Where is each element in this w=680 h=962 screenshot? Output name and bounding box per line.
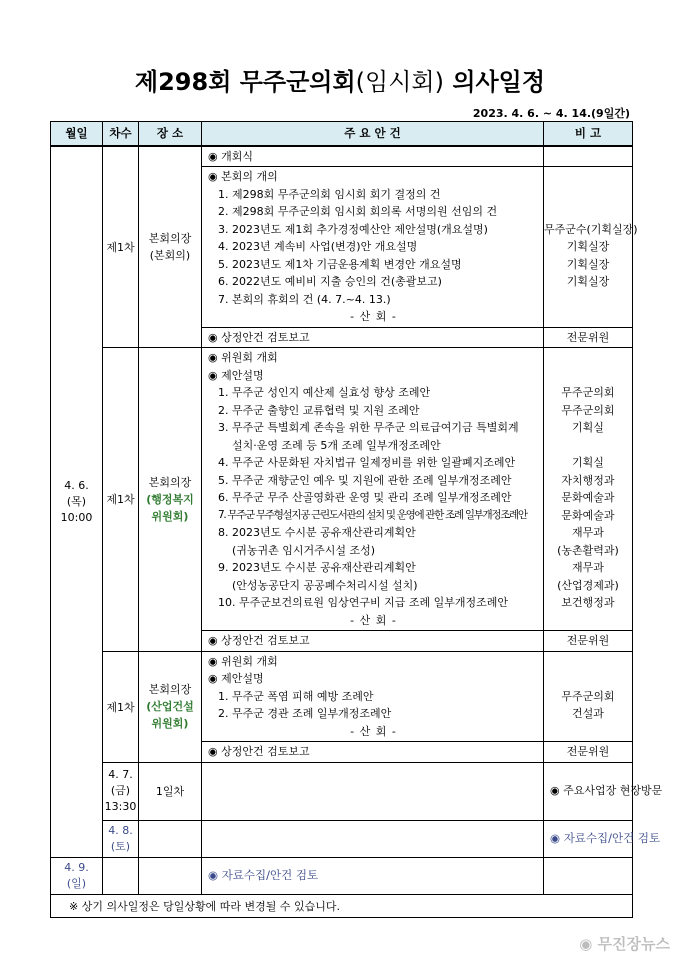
agenda-committee: ◉ 위원회 개회 ◉ 제안설명 1. 무주군 성인지 예산제 실효성 향상 조례안 2. 무주군 출향인 교류협력 및 지원 조례안 3. 무주군 특별회계 존속을 위한 무주군 의료급여기금 특별회계 설치·운영 조례 등 5개 조례 일부개정조례안 4. 무주군 사문화된 자치법규 일제정비를 위한 일괄폐지조례안 5. 무주군 재향군인 예우 및 지원에 관한 조례 일부개정조례안 6. 무주군 무주 산골영화관 운영 및 관리 조례 일부개정조례안 7. 무주군 무주형설지공 근린도서관의 설치 및 운영에 관한 조례 일부개정조례안 8. 2023년도 수시분 공유재산관리계획안 (귀농귀촌 임시거주시설 조성) 9. 2023년도 수시분 공유재산관리계획안 (안성농공단지 공공폐수처리시설 설치) 10. 무주군보건의료원 임상연구비 지급 조례 일부개정조례안 - 산 회 -	[202, 348, 544, 631]
agenda-item: 2. 제298회 무주군의회 임시회 회의록 서명의원 선임의 건	[218, 205, 498, 218]
date-cell: 4. 8. (토)	[103, 820, 139, 857]
adjourn-text: - 산 회 -	[350, 724, 397, 738]
note-cell	[544, 146, 633, 167]
col-place: 장 소	[139, 122, 202, 146]
round-cell: 제1차	[103, 651, 139, 762]
watermark-logo-icon: ◉	[579, 935, 593, 953]
place-cell	[202, 762, 544, 820]
round-cell	[103, 857, 139, 894]
agenda-item: 1. 무주군 성인지 예산제 실효성 향상 조례안	[218, 386, 431, 399]
agenda-item: 6. 2022년도 예비비 지출 승인의 건(총괄보고)	[218, 275, 442, 288]
adjourn-text: - 산 회 -	[350, 613, 397, 627]
agenda-item: 8. 2023년도 수시분 공유재산관리계획안	[218, 526, 416, 539]
page-title	[0, 62, 680, 97]
place-cell	[202, 820, 544, 857]
adjourn-text: - 산 회 -	[350, 310, 397, 323]
col-agenda: 주 요 안 건	[202, 122, 544, 146]
agenda-item: 9. 2023년도 수시분 공유재산관리계획안	[218, 561, 416, 574]
round-cell: 제1차	[103, 348, 139, 652]
agenda-item: 5. 무주군 재향군인 예우 및 지원에 관한 조례 일부개정조례안	[218, 473, 512, 487]
col-note: 비 고	[544, 122, 633, 146]
note-cell: 무주군수(기획실장) 기획실장 기획실장 기획실장	[544, 167, 633, 328]
round-cell: 1일차	[139, 762, 202, 820]
place-cell: 본회의장 (행정복지 위원회)	[139, 348, 202, 652]
col-round: 차수	[103, 122, 139, 146]
agenda-item: 2. 무주군 출향인 교류협력 및 지원 조례안	[218, 403, 420, 417]
note-cell: 무주군의회 무주군의회 기획실 기획실 자치행정과 문화예술과 문화예술과 재무과 (농촌활력과) 재무과 (산업경제과) 보건행정과	[544, 348, 633, 631]
table-row	[51, 894, 633, 917]
date-cell: 4. 6. (목) 10:00	[51, 146, 103, 858]
watermark: ◉ 무진장뉴스	[579, 935, 670, 953]
agenda-item: 4. 2023년 계속비 사업(변경)안 개요설명	[218, 240, 418, 253]
table-row	[51, 348, 633, 631]
title-tail: 의사일정	[452, 68, 546, 96]
place-cell: 본회의장 (본회의)	[139, 146, 202, 348]
agenda-item: 7. 무주군 무주형설지공 근린도서관의 설치 및 운영에 관한 조례 일부개정조례안	[218, 508, 527, 521]
note-cell: 전문위원	[544, 327, 633, 348]
agenda-report: ◉ 상정안건 검토보고	[202, 742, 544, 763]
title-paren: (임시회)	[355, 68, 444, 96]
agenda-item: 2. 무주군 경관 조례 일부개정조례안	[218, 707, 392, 720]
agenda-item: (안성농공단지 공공폐수처리시설 설치)	[232, 578, 418, 592]
agenda-item: 5. 2023년도 제1차 기금운용계획 변경안 개요설명	[218, 257, 462, 271]
table-row	[51, 820, 633, 857]
agenda-item: 10. 무주군보건의료원 임상연구비 지급 조례 일부개정조례안	[218, 596, 508, 609]
note-cell: 무주군의회 건설과	[544, 651, 633, 742]
note-cell: 전문위원	[544, 631, 633, 652]
agenda-plenary: ◉ 본회의 개의 1. 제298회 무주군의회 임시회 회기 결정의 건 2. 제298회 무주군의회 임시회 회의록 서명의원 선임의 건 3. 2023년도 제1회 추가경정예산안 제안설명(개요설명) 4. 2023년 계속비 사업(변경)안 개요설명 5. 2023년도 제1차 기금운용계획 변경안 개요설명 6. 2022년도 예비비 지출 승인의 건(총괄보고) 7. 본회의 휴회의 건 (4. 7.~4. 13.) - 산 회 -	[202, 167, 544, 328]
agenda-item: 1. 제298회 무주군의회 임시회 회기 결정의 건	[218, 187, 441, 201]
round-cell: 제1차	[103, 146, 139, 348]
table-row	[51, 857, 633, 894]
agenda-review: ◉ 자료수집/안건 검토	[202, 857, 544, 894]
table-row	[51, 651, 633, 742]
agenda-item: 3. 무주군 특별회계 존속을 위한 무주군 의료급여기금 특별회계	[218, 421, 519, 434]
note-cell	[544, 857, 633, 894]
agenda-item: 1. 무주군 폭염 피해 예방 조례안	[218, 689, 374, 703]
agenda-item: 6. 무주군 무주 산골영화관 운영 및 관리 조례 일부개정조례안	[218, 491, 512, 504]
session-period: 2023. 4. 6. ~ 4. 14.(9일간)	[472, 107, 630, 120]
agenda-item: 7. 본회의 휴회의 건 (4. 7.~4. 13.)	[218, 292, 391, 306]
table-header-row	[51, 122, 633, 146]
footnote: ※ 상기 의사일정은 당일상황에 따라 변경될 수 있습니다.	[51, 894, 633, 917]
date-cell: 4. 9. (일)	[51, 857, 103, 894]
agenda-review: ◉ 자료수집/안건 검토	[544, 820, 633, 857]
round-cell	[139, 820, 202, 857]
schedule-table	[50, 121, 663, 918]
date-cell: 4. 7. (금) 13:30	[103, 762, 139, 820]
note-cell: 전문위원	[544, 742, 633, 763]
agenda-open: ◉ 개회식	[202, 146, 544, 167]
title-main: 제298회 무주군의회	[134, 68, 356, 96]
agenda-committee: ◉ 위원회 개회 ◉ 제안설명 1. 무주군 폭염 피해 예방 조례안 2. 무주군 경관 조례 일부개정조례안 - 산 회 -	[202, 651, 544, 742]
table-row	[51, 762, 633, 820]
agenda-report: ◉ 상정안건 검토보고	[202, 327, 544, 348]
agenda-item: 3. 2023년도 제1회 추가경정예산안 제안설명(개요설명)	[218, 222, 488, 236]
agenda-site-visit: ◉ 주요사업장 현장방문	[544, 762, 633, 820]
place-cell	[139, 857, 202, 894]
agenda-report: ◉ 상정안건 검토보고	[202, 631, 544, 652]
agenda-item: 4. 무주군 사문화된 자치법규 일제정비를 위한 일괄폐지조례안	[218, 456, 516, 469]
table-row	[51, 146, 633, 167]
col-date: 월일	[51, 122, 103, 146]
agenda-item: (귀농귀촌 임시거주시설 조성)	[232, 543, 376, 557]
place-cell: 본회의장 (산업건설 위원회)	[139, 651, 202, 762]
agenda-item: 설치·운영 조례 등 5개 조례 일부개정조례안	[232, 438, 441, 452]
